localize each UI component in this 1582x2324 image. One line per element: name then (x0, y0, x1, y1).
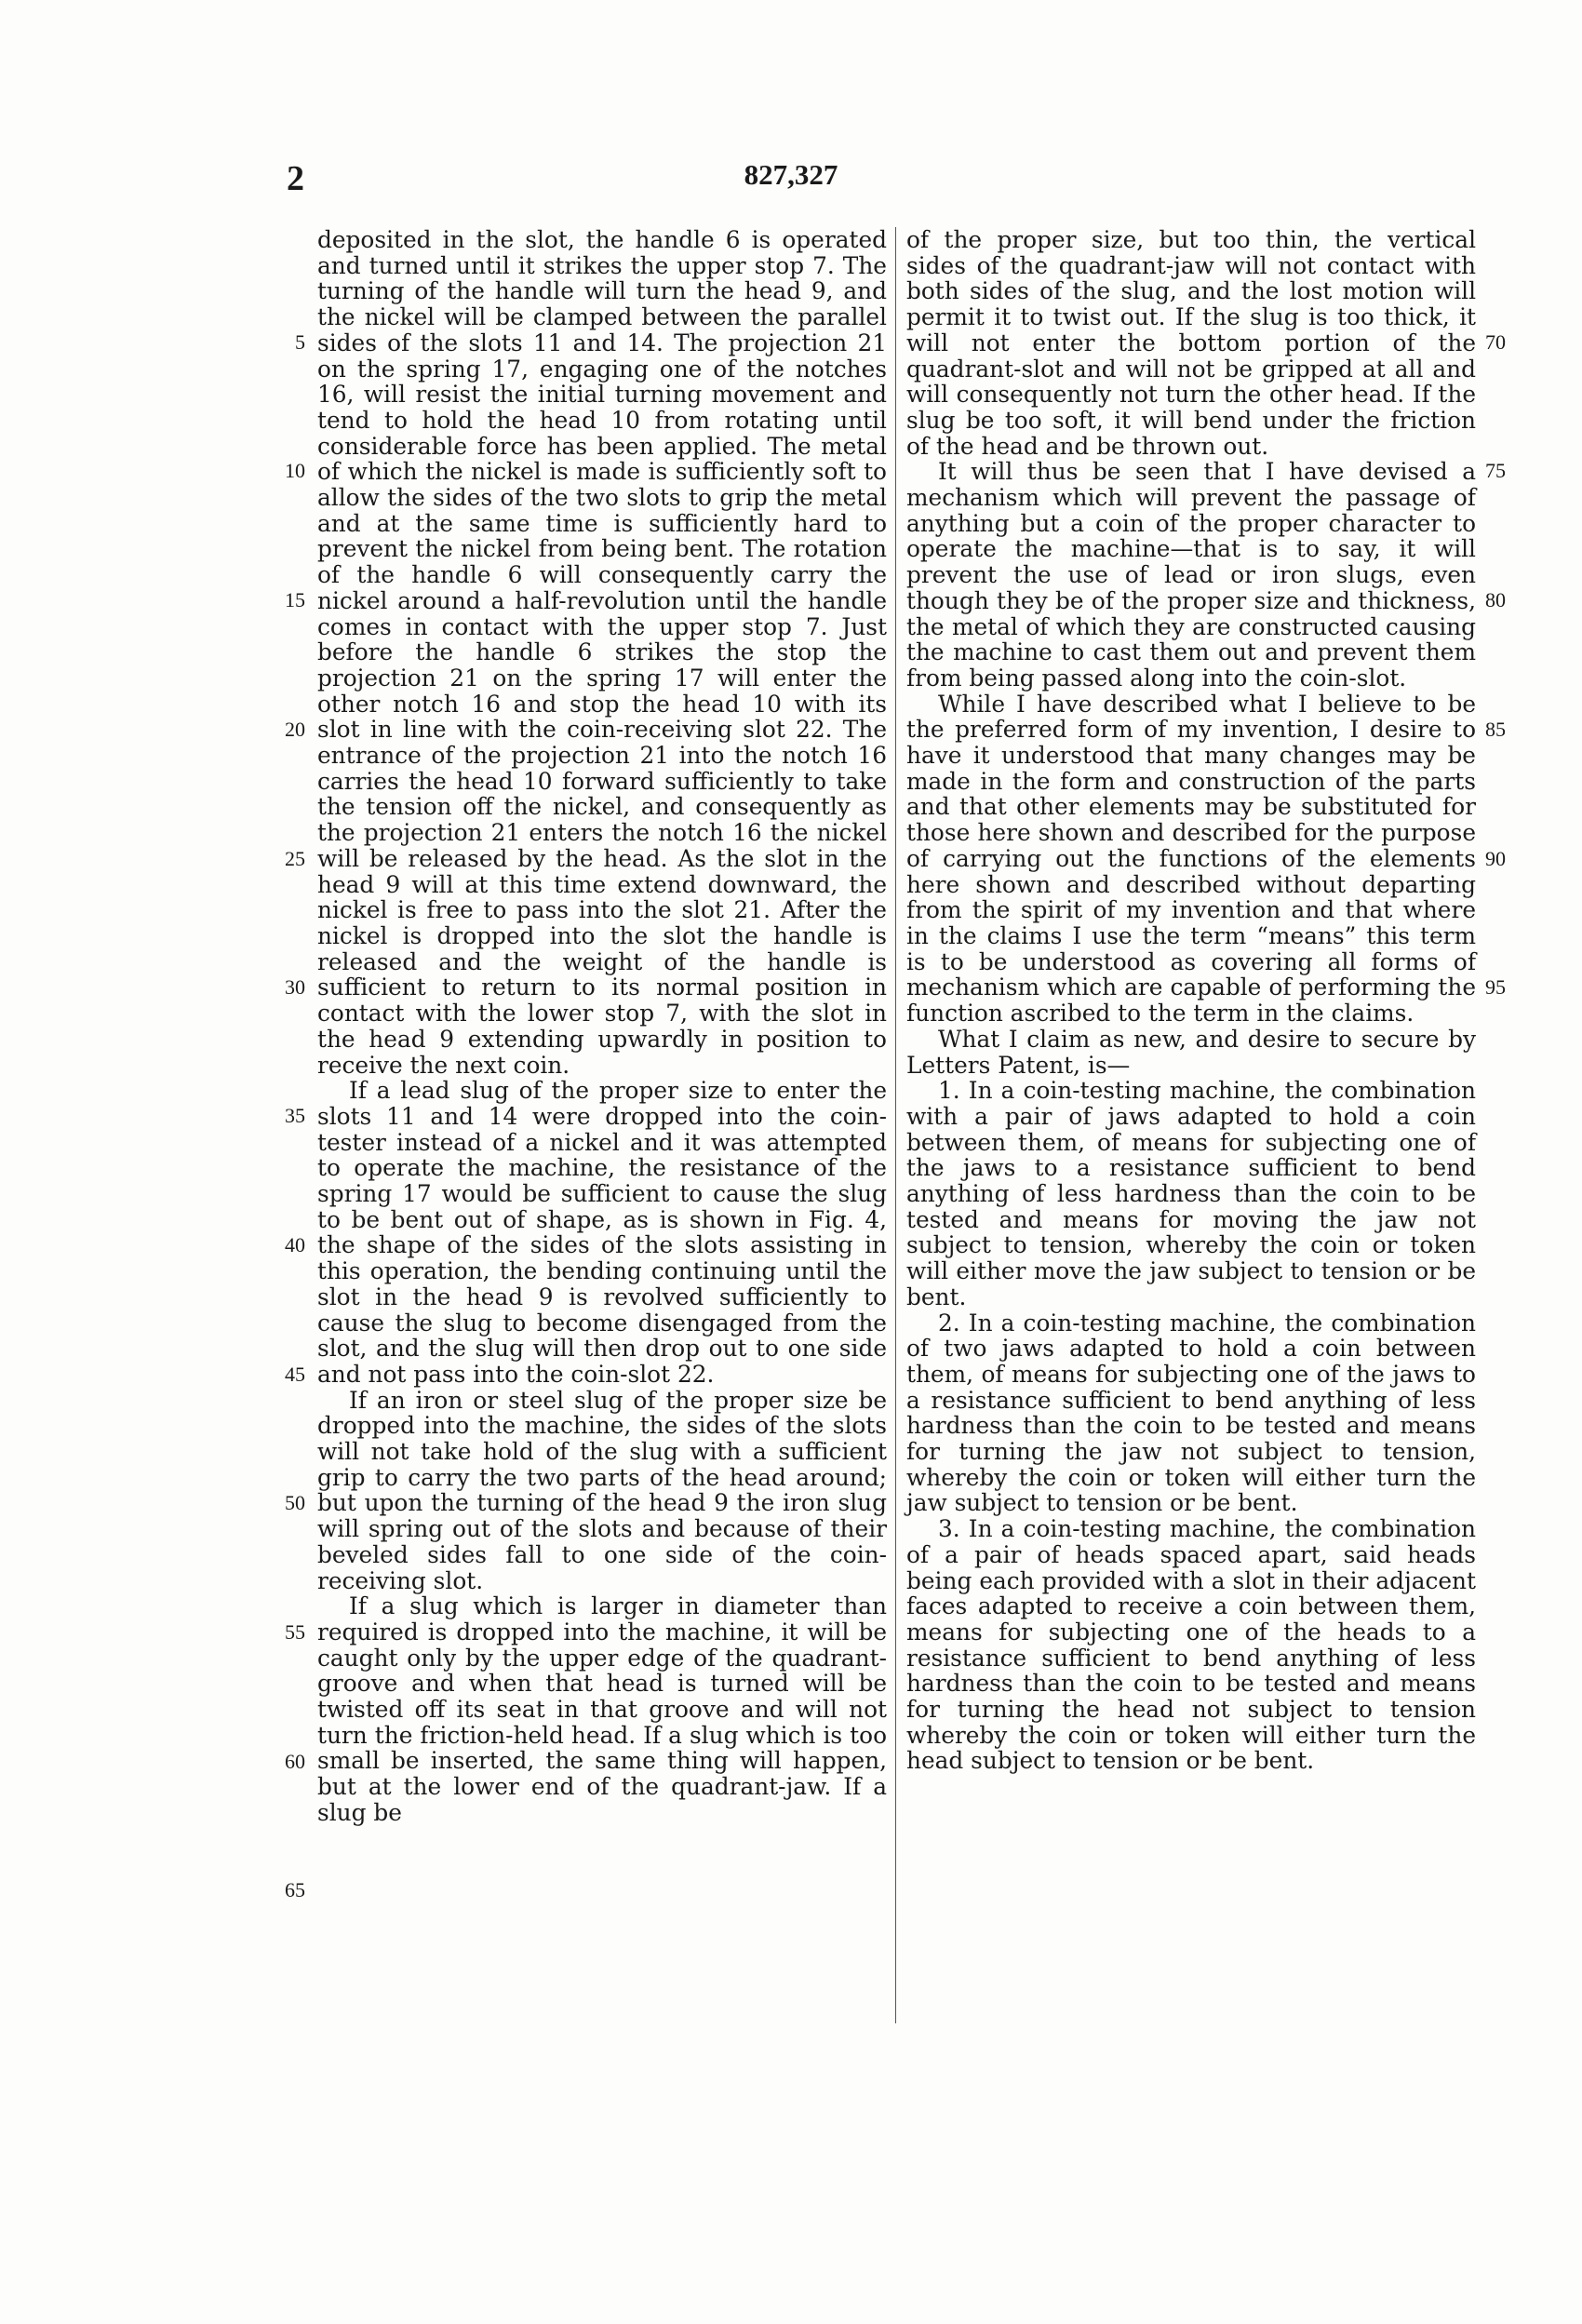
right-column (906, 227, 1476, 1774)
paragraph: What I claim as new, and desire to secure by Letters Patent, is— (906, 1025, 1476, 1079)
line-number: 90 (1485, 847, 1506, 870)
line-number: 40 (285, 1233, 305, 1256)
line-number: 30 (285, 975, 305, 999)
line-number: 25 (285, 847, 305, 870)
line-number: 10 (285, 459, 305, 482)
page-number: 2 (287, 159, 304, 198)
line-number: 70 (1485, 330, 1506, 354)
line-number: 75 (1485, 459, 1506, 482)
paragraph: If a lead slug of the proper size to enter the slots 11 and 14 were dropped into the coin-tester instead of a nickel and it was attempted to operate the machine, the resistance of the spring 17 would be sufficient to cause the slug to be bent out of shape, as is shown in Fig. 4, the shape of the sides of the slots assisting in this operation, the bending continuing until the slot in the head 9 is revolved sufficiently to cause the slug to become disengaged from the slot, and the slug will then drop out to one side and not pass into the coin-slot 22. (317, 1077, 887, 1388)
patent-number: 827,327 (744, 158, 838, 191)
column-divider (895, 227, 896, 2023)
line-number: 15 (285, 588, 305, 611)
line-number: 85 (1485, 718, 1506, 741)
line-number: 50 (285, 1491, 305, 1514)
paragraph: deposited in the slot, the handle 6 is operated and turned until it strikes the upper stop 7. The turning of the handle will turn the head 9, and the nickel will be clamped between the parallel sides of the slots 11 and 14. The projection 21 on the spring 17, engaging one of the notches 16, will resist the initial turning movement and tend to hold the head 10 from rotating until considerable force has been applied. The metal of which the nickel is made is sufficiently soft to allow the sides of the two slots to grip the metal and at the same time is sufficiently hard to prevent the nickel from being bent. The rotation of the handle 6 will consequently carry the nickel around a half-revolution until the handle comes in contact with the upper stop 7. Just before the handle 6 strikes the stop the projection 21 on the spring 17 will enter the other notch 16 and stop the head 10 with its slot in line with the coin-receiving slot 22. The entrance of the projection 21 into the notch 16 carries the head 10 forward sufficiently to take the tension off the nickel, and consequently as the projection 21 enters the notch 16 the nickel will be released by the head. As the slot in the head 9 will at this time extend downward, the nickel is free to pass into the slot 21. After the nickel is dropped into the slot the handle is released and the weight of the handle is sufficient to return to its normal position in contact with the lower stop 7, with the slot in the head 9 extending upwardly in position to receive the next coin. (317, 226, 887, 1079)
paragraph: If a slug which is larger in diameter than required is dropped into the machine, it will be caught only by the upper edge of the quadrant-groove and when that head is turned will be twisted off its seat in that groove and will not turn the friction-held head. If a slug which is too small be inserted, the same thing will happen, but at the lower end of the quadrant-jaw. If a slug be (317, 1592, 887, 1826)
line-number: 65 (285, 1878, 305, 1901)
claim: 3. In a coin-testing machine, the combination of a pair of heads spaced apart, said heads being each provided with a slot in their adjacent faces adapted to receive a coin between them, means for subjecting one of the heads to a resistance sufficient to bend anything of less hardness than the coin to be tested and means for turning the head not subject to tension whereby the coin or token will either turn the head subject to tension or be bent. (906, 1515, 1476, 1775)
claim: 2. In a coin-testing machine, the combination of two jaws adapted to hold a coin between them, of means for subjecting one of the jaws to a resistance sufficient to bend anything of less hardness than the coin to be tested and means for turning the jaw not subject to tension, whereby the coin or token will either turn the jaw subject to tension or be bent. (906, 1309, 1476, 1517)
line-number: 5 (295, 330, 305, 354)
line-number: 20 (285, 718, 305, 741)
paragraph: While I have described what I believe to be the preferred form of my invention, I desire to have it understood that many changes may be made in the form and construction of the parts and that other elements may be substituted for those here shown and described for the purpose of carrying out the functions of the elements here shown and described without departing from the spirit of my invention and that where in the claims I use the term “means” this term is to be understood as covering all forms of mechanism which are capable of performing the function ascribed to the term in the claims. (906, 690, 1476, 1028)
line-number: 35 (285, 1104, 305, 1127)
line-number: 80 (1485, 588, 1506, 611)
paragraph: If an iron or steel slug of the proper size be dropped into the machine, the sides of the slots will not take hold of the slug with a sufficient grip to carry the two parts of the head around; but upon the turning of the head 9 the iron slug will spring out of the slots and because of their beveled sides fall to one side of the coin-receiving slot. (317, 1386, 887, 1594)
claim: 1. In a coin-testing machine, the combination with a pair of jaws adapted to hold a coin between them, of means for subjecting one of the jaws to a resistance sufficient to bend anything of less hardness than the coin to be tested and means for moving the jaw not subject to tension, whereby the coin or token will either move the jaw subject to tension or be bent. (906, 1077, 1476, 1310)
line-number: 45 (285, 1363, 305, 1386)
line-number: 60 (285, 1750, 305, 1773)
paragraph: It will thus be seen that I have devised a mechanism which will prevent the passage of anything but a coin of the proper character to operate the machine—that is to say, it will prevent the use of lead or iron slugs, even though they be of the proper size and thickness, the metal of which they are constructed causing the machine to cast them out and prevent them from being passed along into the coin-slot. (906, 458, 1476, 692)
line-number: 95 (1485, 975, 1506, 999)
left-column (317, 227, 887, 1826)
line-number: 55 (285, 1620, 305, 1644)
paragraph: of the proper size, but too thin, the vertical sides of the quadrant-jaw will not contact with both sides of the slug, and the lost motion will permit it to twist out. If the slug is too thick, it will not enter the bottom portion of the quadrant-slot and will not be gripped at all and will consequently not turn the other head. If the slug be too soft, it will bend under the friction of the head and be thrown out. (906, 226, 1476, 460)
